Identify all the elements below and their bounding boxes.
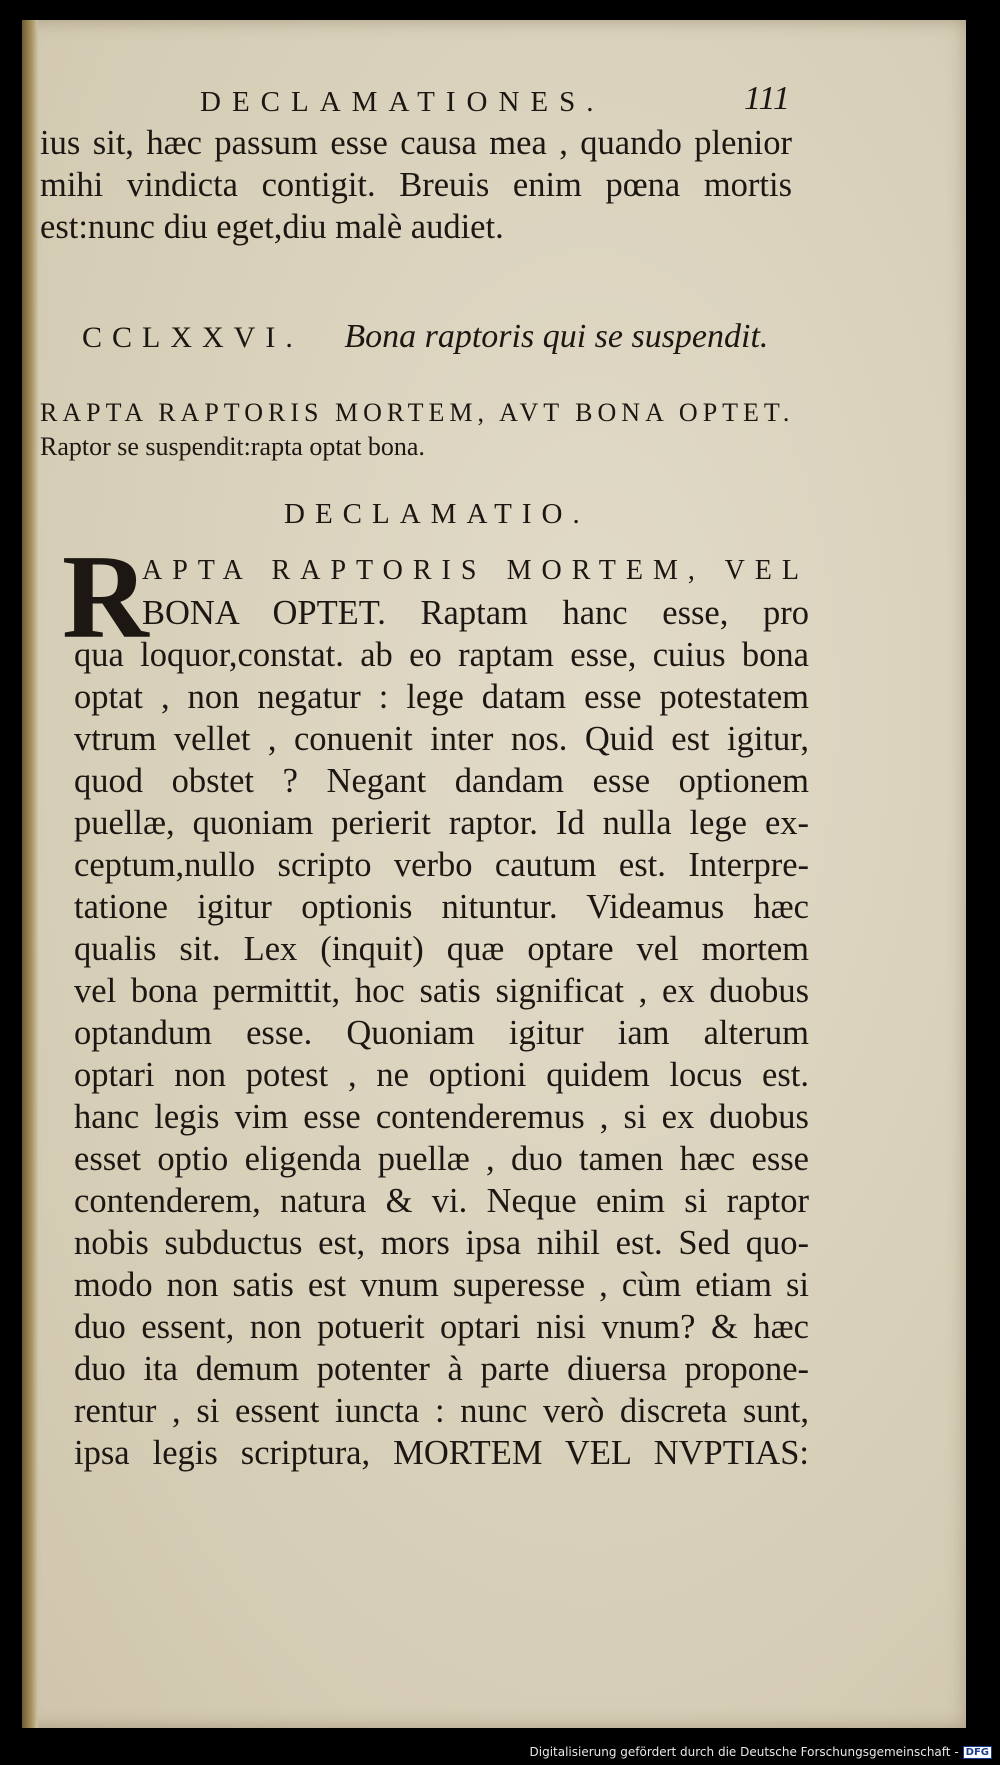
text-line: vtrum vellet , conuenit inter nos. Quid est igitur,	[74, 720, 809, 758]
declamation-subject: Bona raptoris qui se suspendit.	[344, 318, 769, 355]
thema-text: Raptor se suspendit:rapta optat bona.	[40, 432, 425, 461]
lex-text: RAPTA RAPTORIS MORTEM, AVT BONA OPTET.	[40, 398, 795, 427]
text-line: ceptum,nullo scripto verbo cautum est. Interpre-	[74, 846, 809, 884]
text-line: qua loquor,constat. ab eo raptam esse, cuius bona	[74, 636, 809, 674]
drop-initial: R	[62, 530, 149, 663]
text-line: vel bona permittit, hoc satis significat , ex duobus	[74, 972, 809, 1010]
declamation-body	[74, 550, 809, 1474]
argument-block	[40, 396, 795, 464]
credit-text: Digitalisierung gefördert durch die Deutsche Forschungsgemeinschaft -	[529, 1745, 959, 1759]
text-line: puellæ, quoniam perierit raptor. Id nulla lege ex-	[74, 804, 809, 842]
digitization-credit	[530, 1745, 993, 1759]
text-line: duo essent, non potuerit optari nisi vnum? & hæc	[74, 1308, 809, 1346]
text-line: optat , non negatur : lege datam esse potestatem	[74, 678, 809, 716]
binding-edge	[22, 20, 38, 1728]
text-line: nobis subductus est, mors ipsa nihil est. Sed quo-	[74, 1224, 809, 1262]
text-line: duo ita demum potenter à parte diuersa propone-	[74, 1350, 809, 1388]
text-line: optari non potest , ne optioni quidem locus est.	[74, 1056, 809, 1094]
text-line: quod obstet ? Negant dandam esse optionem	[74, 762, 809, 800]
text-line: tatione igitur optionis nituntur. Videamus hæc	[74, 888, 809, 926]
book-page	[22, 20, 966, 1728]
text-line: esset optio eligenda puellæ , duo tamen hæc esse	[74, 1140, 809, 1178]
dfg-logo: DFG	[963, 1746, 992, 1759]
text-line: BONA OPTET. Raptam hanc esse, pro	[142, 594, 809, 632]
text-line: mihi vindicta contigit. Breuis enim pœna mortis	[40, 166, 792, 204]
text-line: APTA RAPTORIS MORTEM, VEL	[142, 555, 809, 586]
text-line: contenderem, natura & vi. Neque enim si raptor	[74, 1182, 809, 1220]
folio-number: 111	[744, 80, 790, 117]
text-line: ius sit, hæc passum esse causa mea , quando plenior	[40, 124, 792, 162]
declamation-number: CCLXXVI.	[82, 321, 303, 354]
text-line: hanc legis vim esse contenderemus , si ex duobus	[74, 1098, 809, 1136]
text-line: ipsa legis scriptura, MORTEM VEL NVPTIAS:	[74, 1434, 809, 1472]
text-line: est:nunc diu eget,diu malè audiet.	[40, 208, 504, 246]
text-line: optandum esse. Quoniam igitur iam alterum	[74, 1014, 809, 1052]
continuation-text	[40, 122, 792, 248]
declamation-title	[82, 318, 768, 356]
text-line: rentur , si essent iuncta : nunc verò discreta sunt,	[74, 1392, 809, 1430]
running-head: DECLAMATIONES.	[200, 86, 605, 118]
text-line: modo non satis est vnum superesse , cùm etiam si	[74, 1266, 809, 1304]
text-line: qualis sit. Lex (inquit) quæ optare vel mortem	[74, 930, 809, 968]
declamatio-heading: DECLAMATIO.	[284, 498, 590, 530]
